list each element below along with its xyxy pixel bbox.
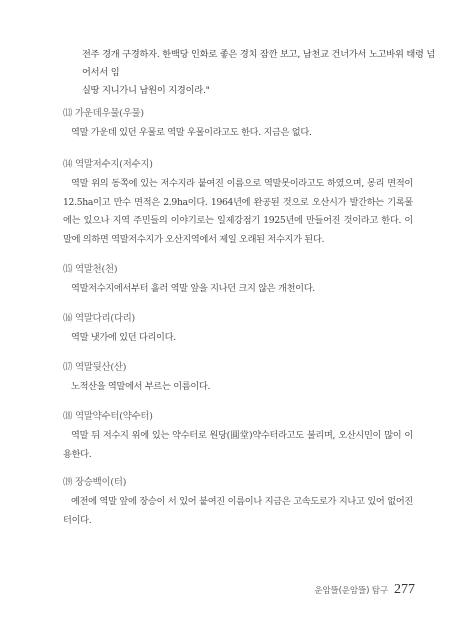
entry-heading: ⒁ 역말저수지(저수지): [63, 159, 153, 170]
entry-13: [63, 107, 413, 143]
running-title: 운암뜰(운암뜰) 탐구: [314, 586, 388, 596]
entry-heading: ⒅ 역말약수터(약수터): [63, 411, 153, 422]
quote-block: [82, 46, 438, 100]
entry-17: [63, 361, 413, 397]
entry-body: 역말 가운데 있던 우물로 역말 우물이라고도 한다. 지금은 없다.: [71, 127, 312, 138]
quote-line: 실땅 지니가니 남원이 지경이라.": [82, 85, 210, 96]
entry-15: [63, 263, 413, 299]
entry-body: 노적산을 역말에서 부르는 이름이다.: [71, 381, 211, 392]
entry-body: 역말저수지에서부터 흘러 역말 앞을 지나던 크지 않은 개천이다.: [71, 283, 315, 294]
entry-heading: ⒃ 역말다리(다리): [63, 313, 136, 324]
entry-heading: ⒄ 역말뒷산(산): [63, 362, 127, 373]
page-number: 277: [394, 582, 415, 597]
entry-body: 예전에 역말 앞에 장승이 서 있어 붙여진 이름이나 지금은 고속도로가 지나고 있어 없어진 터이다.: [63, 496, 413, 526]
entry-heading: ⒆ 장승백이(터): [63, 477, 127, 488]
entry-body: 역말 위의 동쪽에 있는 저수지라 붙여진 이름으로 역말못이라고도 하였으며, 몽리 면적이 12.5ha이고 만수 면적은 2.9ha이다. 1964년에 완공된 것으로 오산시가 발간하는 기록물에는 있으나 지역 주민들의 이야기로는 일제강점기 1925년에 만들어진 것이라고 한다. 이 말에 의하면 역말저수지가 오산지역에서 제일 오래된 저수지가 된다.: [63, 178, 413, 245]
quote-line: 전주 경개 구경하자. 한백당 인화로 좋은 경치 잠깐 보고, 남천교 건너가서 노고바위 태령 넘어서서 임: [82, 49, 436, 78]
entry-heading: ⒂ 역말천(천): [63, 264, 118, 275]
entry-18: [63, 410, 413, 464]
entry-body: 역말 뒤 저수지 위에 있는 약수터로 원당(圓堂)약수터라고도 불리며, 오산시민이 많이 이용한다.: [63, 430, 413, 460]
entry-16: [63, 312, 413, 348]
page-footer: [314, 582, 415, 598]
entry-19: [63, 476, 413, 530]
entry-heading: ⒀ 가운데우물(우물): [63, 108, 144, 119]
entry-14: [63, 158, 413, 249]
entry-body: 역말 냇가에 있던 다리이다.: [71, 332, 176, 343]
